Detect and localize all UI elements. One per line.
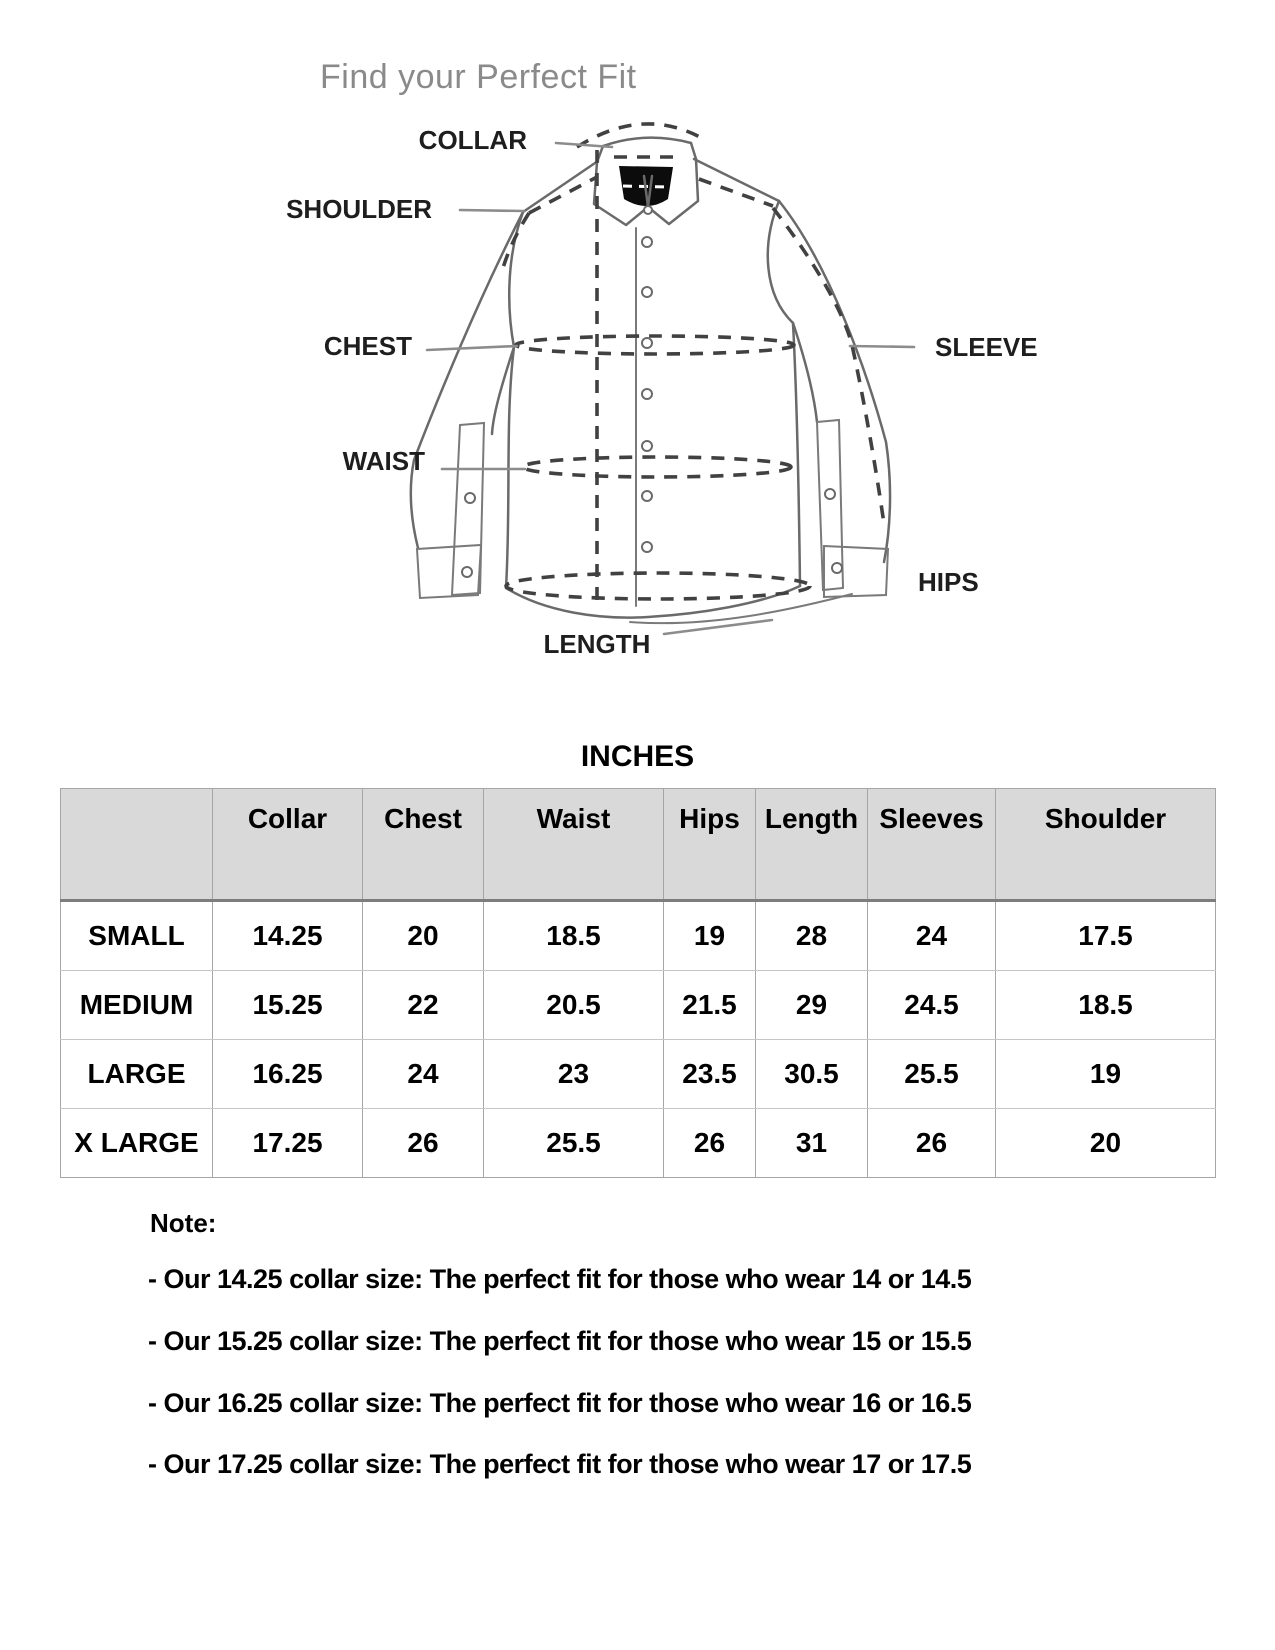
collar-detail <box>594 138 698 225</box>
cell: 17.5 <box>996 901 1216 971</box>
cell: 22 <box>363 971 484 1040</box>
note-item: - Our 16.25 collar size: The perfect fit for those who wear 16 or 16.5 <box>148 1388 972 1418</box>
table-row-xlarge <box>61 1109 1216 1178</box>
page-title: Find your Perfect Fit <box>320 58 637 96</box>
chest-label: CHEST <box>323 331 412 361</box>
column-header-collar: Collar <box>213 789 363 901</box>
units-heading: INCHES <box>580 740 695 773</box>
column-header-waist: Waist <box>484 789 664 901</box>
table-row-large <box>61 1040 1216 1109</box>
cell: 15.25 <box>213 971 363 1040</box>
left-cuff-button-icon <box>465 493 475 503</box>
waist-label: WAIST <box>342 446 425 476</box>
cell: 21.5 <box>664 971 756 1040</box>
measurement-lines <box>501 124 884 604</box>
hips-label: HIPS <box>918 567 979 597</box>
row-label: X LARGE <box>61 1109 213 1178</box>
table-row-medium <box>61 971 1216 1040</box>
cell: 23 <box>484 1040 664 1109</box>
cell: 31 <box>756 1109 868 1178</box>
cell: 14.25 <box>213 901 363 971</box>
collar-measure-line <box>577 124 707 147</box>
cell: 23.5 <box>664 1040 756 1109</box>
cell: 25.5 <box>484 1109 664 1178</box>
note-item: - Our 15.25 collar size: The perfect fit for those who wear 15 or 15.5 <box>148 1326 972 1356</box>
cell: 24 <box>363 1040 484 1109</box>
cell: 19 <box>664 901 756 971</box>
cell: 26 <box>868 1109 996 1178</box>
cell: 26 <box>363 1109 484 1178</box>
cell: 29 <box>756 971 868 1040</box>
sleeve-measure-line <box>773 208 884 524</box>
cell: 20 <box>996 1109 1216 1178</box>
waist-measure-line <box>523 457 791 477</box>
table-row-small <box>61 901 1216 971</box>
cell: 19 <box>996 1040 1216 1109</box>
size-table <box>60 788 1216 1178</box>
cell: 26 <box>664 1109 756 1178</box>
column-header-shoulder: Shoulder <box>996 789 1216 901</box>
note-item: - Our 14.25 collar size: The perfect fit for those who wear 14 or 14.5 <box>148 1264 972 1294</box>
shoulder-measure-line <box>529 177 597 213</box>
column-header-hips: Hips <box>664 789 756 901</box>
row-label: LARGE <box>61 1040 213 1109</box>
shirt-diagram <box>0 0 1275 680</box>
column-header-length: Length <box>756 789 868 901</box>
cell: 24 <box>868 901 996 971</box>
label-pointers <box>427 143 914 634</box>
row-label: SMALL <box>61 901 213 971</box>
cell: 18.5 <box>484 901 664 971</box>
shirt-outline <box>411 159 890 623</box>
left-cuff-button-icon <box>462 567 472 577</box>
cell: 18.5 <box>996 971 1216 1040</box>
right-cuff-button-icon <box>825 489 835 499</box>
right-cuff-button-icon <box>832 563 842 573</box>
cell: 28 <box>756 901 868 971</box>
chest-measure-line <box>516 336 794 354</box>
cell: 20 <box>363 901 484 971</box>
column-header-sleeves: Sleeves <box>868 789 996 901</box>
note-item: - Our 17.25 collar size: The perfect fit for those who wear 17 or 17.5 <box>148 1449 972 1479</box>
cell: 25.5 <box>868 1040 996 1109</box>
cell: 16.25 <box>213 1040 363 1109</box>
cell: 24.5 <box>868 971 996 1040</box>
collar-button-icon <box>644 206 652 214</box>
column-header-blank <box>61 789 213 901</box>
length-label: LENGTH <box>543 629 651 659</box>
table-header-row <box>61 789 1216 901</box>
notes-heading: Note: <box>150 1208 217 1238</box>
row-label: MEDIUM <box>61 971 213 1040</box>
cell: 30.5 <box>756 1040 868 1109</box>
collar-label: COLLAR <box>418 125 527 155</box>
cell: 17.25 <box>213 1109 363 1178</box>
hips-measure-line <box>506 573 810 599</box>
shoulder-label: SHOULDER <box>286 194 432 224</box>
column-header-chest: Chest <box>363 789 484 901</box>
sleeve-label: SLEEVE <box>935 332 1038 362</box>
cell: 20.5 <box>484 971 664 1040</box>
